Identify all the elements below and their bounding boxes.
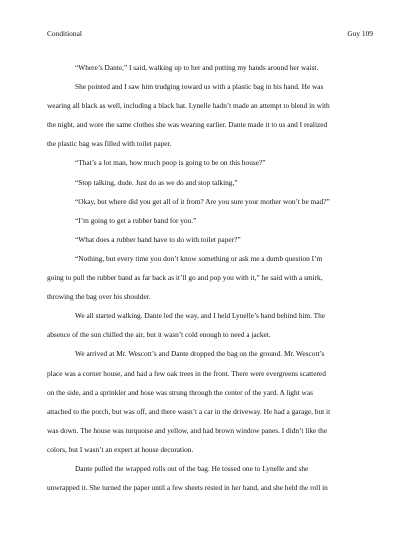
text-line: place was a corner house, and had a few oak trees in the front. There were evergreens scattered xyxy=(47,368,326,378)
text-line: “Okay, but where did you get all of it from? Are you sure your mother won’t be mad?” xyxy=(75,196,330,206)
page-number: Guy 109 xyxy=(347,29,373,38)
text-line: We arrived at Mr. Wescott’s and Dante dropped the bag on the ground. Mr. Wescott’s xyxy=(75,349,325,359)
text-line: throwing the bag over his shoulder. xyxy=(47,292,151,302)
text-line: “Stop talking, dude. Just do as we do and stop talking,” xyxy=(75,177,238,187)
text-line: going to pull the rubber band as far back as it’ll go and pop you with it,” he said with a smirk, xyxy=(47,273,323,283)
paragraph xyxy=(47,153,373,172)
text-line: wearing all black as well, including a black hat. Lynelle hadn’t made an attempt to blend in with xyxy=(47,101,330,111)
paragraph xyxy=(47,173,373,192)
text-line: the plastic bag was filled with toilet paper. xyxy=(47,139,172,149)
paragraph xyxy=(47,77,373,153)
paragraph xyxy=(47,230,373,249)
paragraph xyxy=(47,211,373,230)
paragraph xyxy=(47,459,373,497)
text-line: attached to the porch, but was off, and there wasn’t a car in the driveway. He had a garage, but it xyxy=(47,406,331,416)
running-header xyxy=(47,28,373,40)
text-line: colors, but I wasn’t an expert at house decoration. xyxy=(47,444,194,454)
paragraph xyxy=(47,249,373,306)
text-line: on the side, and a sprinkler and hose was strung through the center of the yard. A light was xyxy=(47,387,313,397)
text-line: She pointed and I saw him trudging toward us with a plastic bag in his hand. He was xyxy=(75,82,324,92)
text-line: “That’s a lot man, how much poop is going to be on this house?” xyxy=(75,158,266,168)
text-line: was down. The house was turquoise and yellow, and had brown window panes. I didn’t like the xyxy=(47,425,328,435)
text-line: “Nothing, but every time you don’t know something or ask me a dumb question I’m xyxy=(75,253,323,263)
text-line: “What does a rubber band have to do with toilet paper?” xyxy=(75,234,241,244)
paragraph xyxy=(47,58,373,77)
text-line: the night, and wore the same clothes she was wearing earlier. Dante made it to us and I realized xyxy=(47,120,328,130)
text-line: “I’m going to get a rubber band for you.” xyxy=(75,215,197,225)
text-line: Dante pulled the wrapped rolls out of the bag. He tossed one to Lynelle and she xyxy=(75,463,309,473)
paragraph xyxy=(47,344,373,459)
running-title: Conditional xyxy=(47,29,82,38)
text-line: unwrapped it. She turned the paper until a few sheets rested in her hand, and she held the roll in xyxy=(47,483,328,493)
text-line: We all started walking. Dante led the way, and I held Lynelle’s hand behind him. The xyxy=(75,311,326,321)
text-line: absence of the sun chilled the air, but it wasn’t cold enough to need a jacket. xyxy=(47,330,271,340)
body-text xyxy=(47,58,373,497)
paragraph xyxy=(47,192,373,211)
paragraph xyxy=(47,306,373,344)
text-line: “Where’s Dante,” I said, walking up to her and putting my hands around her waist. xyxy=(75,63,319,72)
